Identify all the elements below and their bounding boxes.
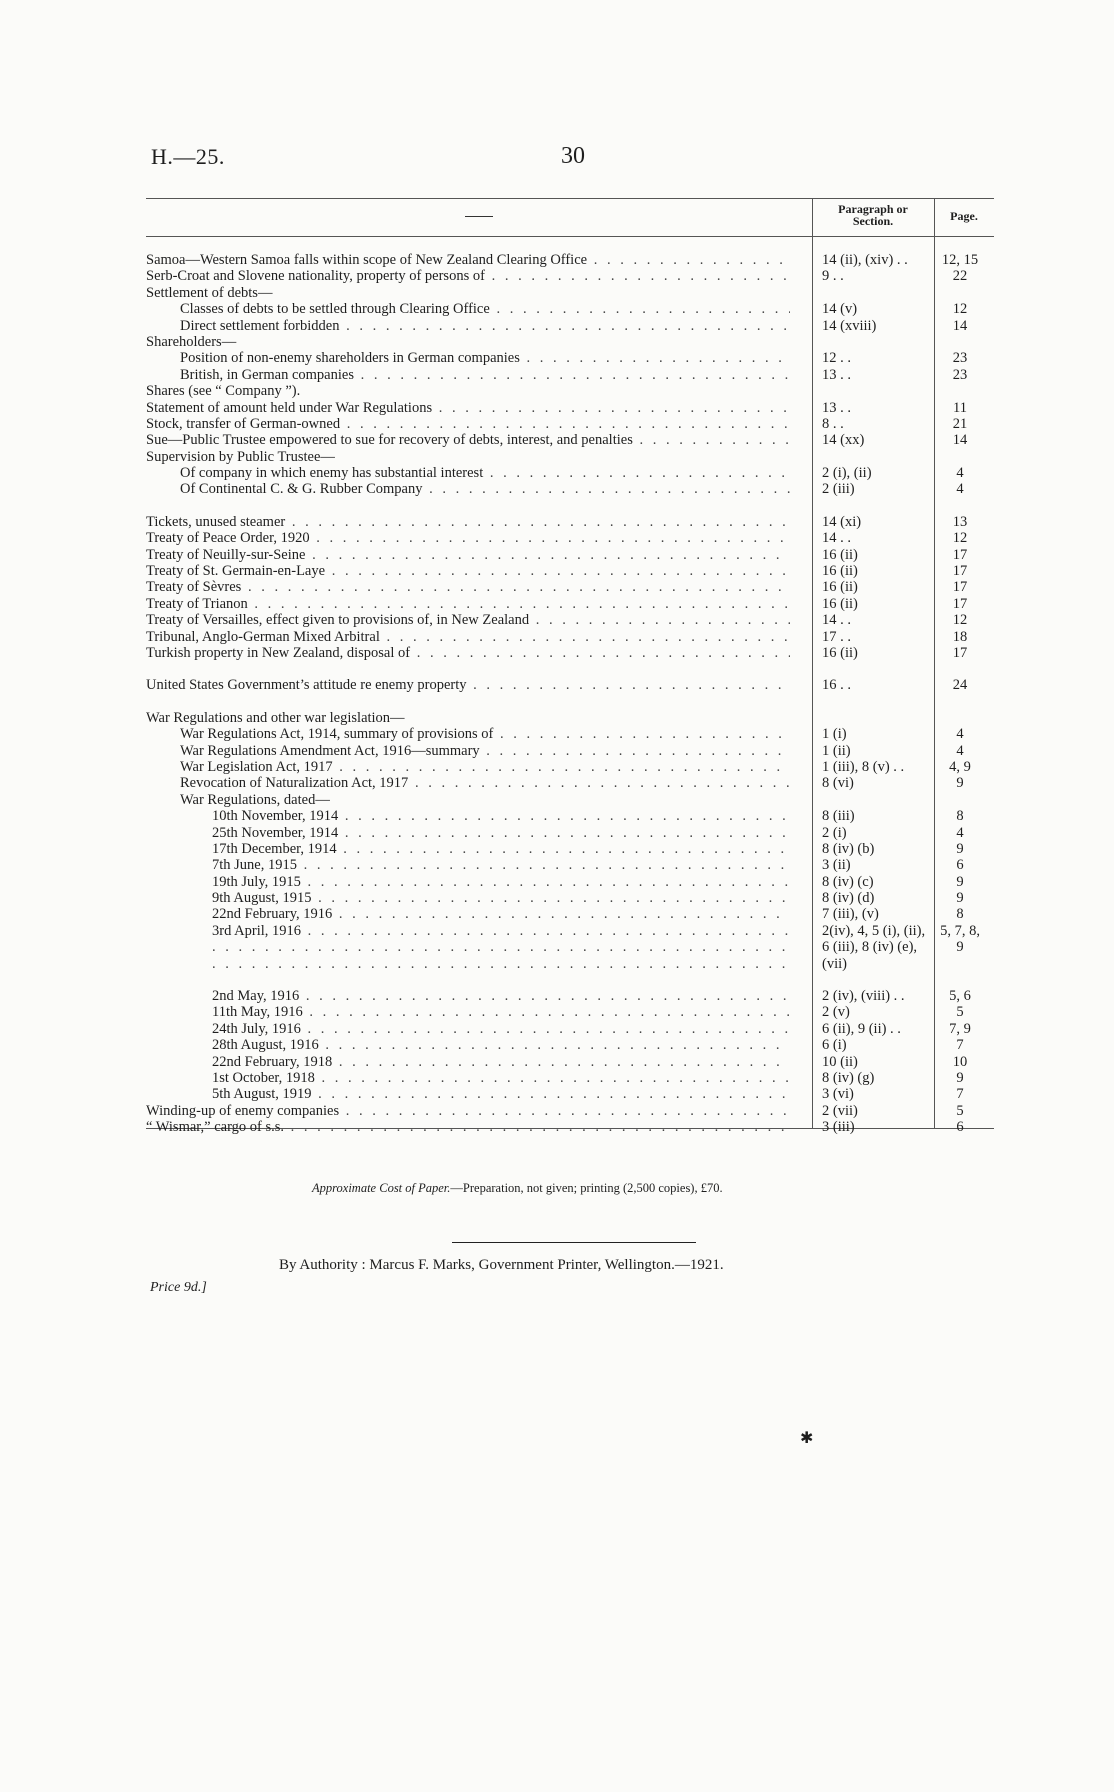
entry-paragraph-ref: 2(iv), 4, 5 (i), (ii), [822, 922, 926, 939]
table-row [0, 906, 1114, 922]
authority-line: By Authority : Marcus F. Marks, Government Printer, Wellington.—1921. [279, 1257, 724, 1273]
entry-paragraph-ref: 13 . . [822, 366, 851, 383]
entry-page: 24 [952, 677, 968, 694]
table-row [0, 956, 1114, 972]
table-row [0, 939, 1114, 955]
table-row [0, 857, 1114, 873]
entry-paragraph-ref: 6 (ii), 9 (ii) . . [822, 1020, 901, 1037]
entry-subject: Winding-up of enemy companies . . [146, 1103, 790, 1119]
paragraph-column-header [812, 203, 934, 227]
entry-subject: 17th December, 1914 . . [212, 841, 790, 857]
entry-subject: Of company in which enemy has substantial interest . . [180, 465, 790, 481]
entry-paragraph-ref: 1 (iii), 8 (v) . . [822, 758, 905, 775]
entry-page: 17 [952, 595, 968, 612]
entry-page: 9 [956, 1069, 964, 1086]
paragraph-header-line2: Section. [852, 214, 894, 228]
table-row [0, 1103, 1114, 1119]
entry-page: 4 [956, 726, 964, 743]
table-row [0, 481, 1114, 497]
entry-paragraph-ref: 7 (iii), (v) [822, 906, 879, 923]
entry-page: 14 [952, 432, 968, 449]
entry-page: 5 [956, 1102, 964, 1119]
table-row [0, 252, 1114, 268]
table-row [0, 563, 1114, 579]
table-row [0, 1004, 1114, 1020]
entry-subject: Treaty of St. Germain-en-Laye . . [146, 563, 790, 579]
entry-page: 6 [956, 857, 964, 874]
entry-subject: Classes of debts to be settled through Clearing Office . . [180, 301, 790, 317]
entry-subject: 2nd May, 1916 . . [212, 988, 790, 1004]
entry-subject: 24th July, 1916 . . [212, 1021, 790, 1037]
footer-rule [452, 1242, 696, 1243]
entry-page: 9 [956, 840, 964, 857]
entry-page: 6 [956, 1119, 964, 1136]
entry-subject: 22nd February, 1916 . . [212, 906, 790, 922]
entry-paragraph-ref: 14 . . [822, 612, 851, 629]
entry-subject: Settlement of debts— [146, 284, 273, 301]
table-row [0, 677, 1114, 693]
entry-page: 9 [956, 939, 964, 956]
entry-subject: Turkish property in New Zealand, disposal of . . [146, 645, 790, 661]
entry-subject: Tribunal, Anglo-German Mixed Arbitral . . [146, 629, 790, 645]
entry-paragraph-ref: 16 (ii) [822, 579, 858, 596]
entry-subject: Tickets, unused steamer . . [146, 514, 790, 530]
entry-subject: War Regulations and other war legislation— [146, 709, 405, 726]
entry-page: 13 [952, 513, 968, 530]
table-row [0, 612, 1114, 628]
table-row [0, 825, 1114, 841]
entry-subject: Treaty of Sèvres . . [146, 579, 790, 595]
table-row [0, 726, 1114, 742]
table-row [0, 449, 1114, 465]
entry-paragraph-ref: 6 (iii), 8 (iv) (e), [822, 939, 918, 956]
entry-subject: 5th August, 1919 . . [212, 1086, 790, 1102]
entry-subject: Serb-Croat and Slovene nationality, property of persons of . . [146, 268, 790, 284]
entry-paragraph-ref: 8 (iv) (b) [822, 840, 875, 857]
entry-subject: Shareholders— [146, 333, 237, 350]
table-row [0, 318, 1114, 334]
table-row [0, 465, 1114, 481]
entry-page: 5 [956, 1004, 964, 1021]
entry-subject: Direct settlement forbidden . . [180, 318, 790, 334]
entry-page: 4 [956, 742, 964, 759]
page-column-header: Page. [950, 209, 978, 223]
entry-subject: Supervision by Public Trustee— [146, 448, 335, 465]
entry-subject: Position of non-enemy shareholders in German companies . . [180, 350, 790, 366]
entry-page: 7 [956, 1037, 964, 1054]
cost-note [312, 1181, 723, 1196]
entry-subject: United States Government’s attitude re enemy property . . [146, 677, 790, 693]
table-row [0, 808, 1114, 824]
table-row [0, 268, 1114, 284]
entry-subject: Treaty of Trianon . . [146, 596, 790, 612]
table-row [0, 743, 1114, 759]
entry-subject: Revocation of Naturalization Act, 1917 . . [180, 775, 790, 791]
entry-page: 4 [956, 465, 964, 482]
table-row [0, 432, 1114, 448]
table-row [0, 775, 1114, 791]
ink-blot-mark: ✱ [800, 1430, 814, 1447]
entry-page: 23 [952, 350, 968, 367]
entry-page: 12 [952, 301, 968, 318]
entry-subject [212, 956, 790, 972]
entry-subject: Stock, transfer of German-owned . . [146, 416, 790, 432]
table-header-rule [146, 236, 994, 237]
entry-paragraph-ref: 13 . . [822, 399, 851, 416]
entry-paragraph-ref: 10 (ii) [822, 1053, 858, 1070]
entry-paragraph-ref: 3 (iii) [822, 1119, 855, 1136]
entry-page: 22 [952, 268, 968, 285]
table-row [0, 547, 1114, 563]
entry-page: 17 [952, 644, 968, 661]
table-row [0, 301, 1114, 317]
entry-paragraph-ref: 8 (iv) (c) [822, 873, 874, 890]
entry-subject: 22nd February, 1918 . . [212, 1054, 790, 1070]
cost-label: Approximate Cost of Paper. [312, 1181, 451, 1195]
entry-subject: British, in German companies . . [180, 367, 790, 383]
entry-paragraph-ref: 12 . . [822, 350, 851, 367]
entry-subject: 28th August, 1916 . . [212, 1037, 790, 1053]
entry-subject [212, 939, 790, 955]
table-row [0, 792, 1114, 808]
entry-subject: “ Wismar,” cargo of s.s. . . [146, 1119, 790, 1135]
entry-page: 12 [952, 612, 968, 629]
entry-paragraph-ref: 6 (i) [822, 1037, 847, 1054]
entry-paragraph-ref: 16 (ii) [822, 546, 858, 563]
entry-paragraph-ref: 3 (vi) [822, 1086, 854, 1103]
entry-paragraph-ref: 8 . . [822, 415, 844, 432]
entry-paragraph-ref: 16 (ii) [822, 644, 858, 661]
entry-paragraph-ref: 14 (ii), (xiv) . . [822, 252, 908, 268]
entry-subject: 9th August, 1915 . . [212, 890, 790, 906]
table-row [0, 1054, 1114, 1070]
entry-subject: 25th November, 1914 . . [212, 825, 790, 841]
entry-paragraph-ref: (vii) [822, 955, 847, 972]
entry-page: 9 [956, 775, 964, 792]
entry-page: 8 [956, 808, 964, 825]
table-row [0, 350, 1114, 366]
table-row [0, 759, 1114, 775]
table-row [0, 400, 1114, 416]
entry-paragraph-ref: 8 (iii) [822, 808, 855, 825]
entry-page: 11 [953, 399, 967, 416]
entry-page: 23 [952, 366, 968, 383]
entry-page: 7, 9 [949, 1020, 971, 1037]
entry-page: 7 [956, 1086, 964, 1103]
entry-page: 9 [956, 890, 964, 907]
table-top-rule [146, 198, 994, 199]
entry-paragraph-ref: 17 . . [822, 628, 851, 645]
entry-page: 10 [952, 1053, 968, 1070]
entry-subject: Shares (see “ Company ”). [146, 383, 301, 400]
table-row [0, 988, 1114, 1004]
entry-paragraph-ref: 3 (ii) [822, 857, 851, 874]
paragraph-header-line1: Paragraph or [838, 202, 908, 216]
entry-page: 5, 6 [949, 988, 971, 1005]
entry-subject: 19th July, 1915 . . [212, 874, 790, 890]
entry-page: 21 [952, 415, 968, 432]
entry-page: 8 [956, 906, 964, 923]
entry-subject: War Regulations Amendment Act, 1916—summary . . [180, 743, 790, 759]
entry-subject: War Legislation Act, 1917 . . [180, 759, 790, 775]
table-row [0, 890, 1114, 906]
table-row [0, 1037, 1114, 1053]
entry-paragraph-ref: 2 (iv), (viii) . . [822, 988, 905, 1005]
table-row [0, 285, 1114, 301]
entry-subject: Treaty of Versailles, effect given to provisions of, in New Zealand . . [146, 612, 790, 628]
page-number: 30 [561, 143, 585, 169]
entry-paragraph-ref: 14 (xviii) [822, 317, 877, 334]
subject-column-dash [465, 216, 493, 217]
table-row [0, 514, 1114, 530]
entry-page: 4, 9 [949, 758, 971, 775]
table-row [0, 1021, 1114, 1037]
entry-page: 17 [952, 579, 968, 596]
entry-paragraph-ref: 1 (ii) [822, 742, 851, 759]
table-row [0, 334, 1114, 350]
entry-paragraph-ref: 8 (iv) (g) [822, 1069, 875, 1086]
entry-page: 17 [952, 546, 968, 563]
price-note: Price 9d.] [150, 1280, 207, 1295]
table-row [0, 367, 1114, 383]
table-row [0, 596, 1114, 612]
entry-paragraph-ref: 14 . . [822, 530, 851, 547]
entry-paragraph-ref: 14 (v) [822, 301, 858, 318]
entry-paragraph-ref: 2 (i), (ii) [822, 465, 872, 482]
entry-subject: 7th June, 1915 . . [212, 857, 790, 873]
entry-paragraph-ref: 2 (iii) [822, 481, 855, 498]
entry-paragraph-ref: 2 (i) [822, 824, 847, 841]
entry-page: 5, 7, 8, [940, 922, 980, 939]
entry-page: 4 [956, 824, 964, 841]
entry-subject: 3rd April, 1916 . . [212, 923, 790, 939]
table-row [0, 629, 1114, 645]
entry-paragraph-ref: 8 (iv) (d) [822, 890, 875, 907]
entry-paragraph-ref: 14 (xx) [822, 432, 865, 449]
entry-subject: War Regulations, dated— [180, 791, 330, 808]
table-row [0, 1086, 1114, 1102]
entry-page: 9 [956, 873, 964, 890]
entry-paragraph-ref: 16 (ii) [822, 595, 858, 612]
entry-subject: Statement of amount held under War Regulations . . [146, 400, 790, 416]
entry-paragraph-ref: 16 . . [822, 677, 851, 694]
entry-paragraph-ref: 1 (i) [822, 726, 847, 743]
entry-subject: Of Continental C. & G. Rubber Company . . [180, 481, 790, 497]
entry-subject: 1st October, 1918 . . [212, 1070, 790, 1086]
entry-subject: Treaty of Peace Order, 1920 . . [146, 530, 790, 546]
table-row [0, 1119, 1114, 1135]
entry-page: 18 [952, 628, 968, 645]
table-row [0, 710, 1114, 726]
document-code: H.—25. [151, 144, 225, 169]
table-row [0, 645, 1114, 661]
entry-paragraph-ref: 9 . . [822, 268, 844, 285]
table-row [0, 579, 1114, 595]
entry-paragraph-ref: 2 (v) [822, 1004, 850, 1021]
entry-page: 17 [952, 563, 968, 580]
entry-page: 12, 15 [941, 252, 979, 268]
table-row [0, 923, 1114, 939]
index-table-body [0, 252, 1114, 1136]
cost-text: —Preparation, not given; printing (2,500 copies), £70. [450, 1181, 723, 1195]
entry-paragraph-ref: 8 (vi) [822, 775, 854, 792]
table-row [0, 1070, 1114, 1086]
entry-subject: 10th November, 1914 . . [212, 808, 790, 824]
entry-page: 14 [952, 317, 968, 334]
table-row [0, 874, 1114, 890]
entry-paragraph-ref: 2 (vii) [822, 1102, 858, 1119]
table-row [0, 841, 1114, 857]
table-row [0, 530, 1114, 546]
entry-subject: Samoa—Western Samoa falls within scope of New Zealand Clearing Office . . [146, 252, 790, 268]
entry-page: 4 [956, 481, 964, 498]
entry-subject: 11th May, 1916 . . [212, 1004, 790, 1020]
entry-subject: War Regulations Act, 1914, summary of provisions of . . [180, 726, 790, 742]
entry-subject: Treaty of Neuilly-sur-Seine . . [146, 547, 790, 563]
entry-paragraph-ref: 16 (ii) [822, 563, 858, 580]
entry-subject: Sue—Public Trustee empowered to sue for recovery of debts, interest, and penalties . . [146, 432, 790, 448]
entry-page: 12 [952, 530, 968, 547]
table-row [0, 383, 1114, 399]
table-row [0, 416, 1114, 432]
entry-paragraph-ref: 14 (xi) [822, 513, 862, 530]
